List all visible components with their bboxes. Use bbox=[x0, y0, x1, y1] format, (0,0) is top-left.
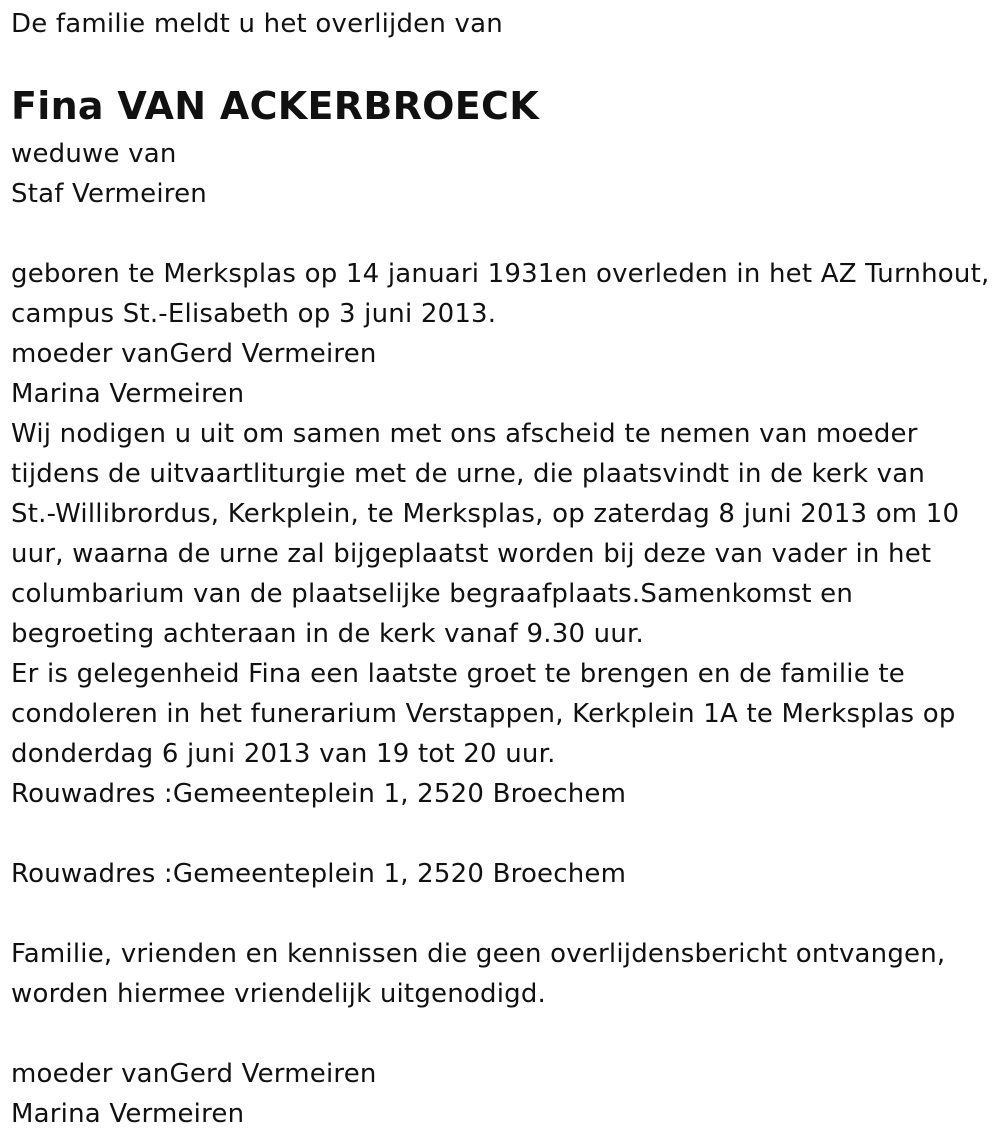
mourning-address: Rouwadres :Gemeenteplein 1, 2520 Broechem bbox=[11, 779, 627, 809]
spouse-line: weduwe van bbox=[11, 139, 177, 169]
children-line: Marina Vermeiren bbox=[11, 1099, 245, 1129]
children-block bbox=[11, 1054, 377, 1134]
spouse-block bbox=[11, 134, 207, 214]
body-line: columbarium van de plaatselijke begraafplaats.Samenkomst en bbox=[11, 579, 854, 609]
body-line: Wij nodigen u uit om samen met ons afscheid te nemen van moeder bbox=[11, 419, 918, 449]
body-line: uur, waarna de urne zal bijgeplaatst worden bij deze van vader in het bbox=[11, 539, 932, 569]
body-line: begroeting achteraan in de kerk vanaf 9.30 uur. bbox=[11, 619, 644, 649]
body-line: tijdens de uitvaartliturgie met de urne, die plaatsvindt in de kerk van bbox=[11, 459, 926, 489]
deceased-name: Fina VAN ACKERBROECK bbox=[11, 84, 539, 128]
address-block bbox=[11, 854, 626, 894]
mourning-address: Rouwadres :Gemeenteplein 1, 2520 Broechem bbox=[11, 859, 627, 889]
body-line: Marina Vermeiren bbox=[11, 379, 245, 409]
body-line: donderdag 6 juni 2013 van 19 tot 20 uur. bbox=[11, 739, 556, 769]
children-line: moeder vanGerd Vermeiren bbox=[11, 1059, 377, 1089]
spouse-line: Staf Vermeiren bbox=[11, 179, 207, 209]
body-line: St.-Willibrordus, Kerkplein, te Merksplas, op zaterdag 8 juni 2013 om 10 bbox=[11, 499, 960, 529]
invitation-line: Familie, vrienden en kennissen die geen overlijdensbericht ontvangen, bbox=[11, 939, 946, 969]
body-line: campus St.-Elisabeth op 3 juni 2013. bbox=[11, 299, 497, 329]
body-line: Er is gelegenheid Fina een laatste groet te brengen en de familie te bbox=[11, 659, 905, 689]
body-line: moeder vanGerd Vermeiren bbox=[11, 339, 377, 369]
body-line: geboren te Merksplas op 14 januari 1931en overleden in het AZ Turnhout, bbox=[11, 259, 990, 289]
body-line: condoleren in het funerarium Verstappen, Kerkplein 1A te Merksplas op bbox=[11, 699, 956, 729]
notice-intro: De familie meldt u het overlijden van bbox=[11, 9, 503, 39]
invitation-line: worden hiermee vriendelijk uitgenodigd. bbox=[11, 979, 547, 1009]
notice-body bbox=[11, 254, 989, 814]
invitation-block bbox=[11, 934, 945, 1014]
